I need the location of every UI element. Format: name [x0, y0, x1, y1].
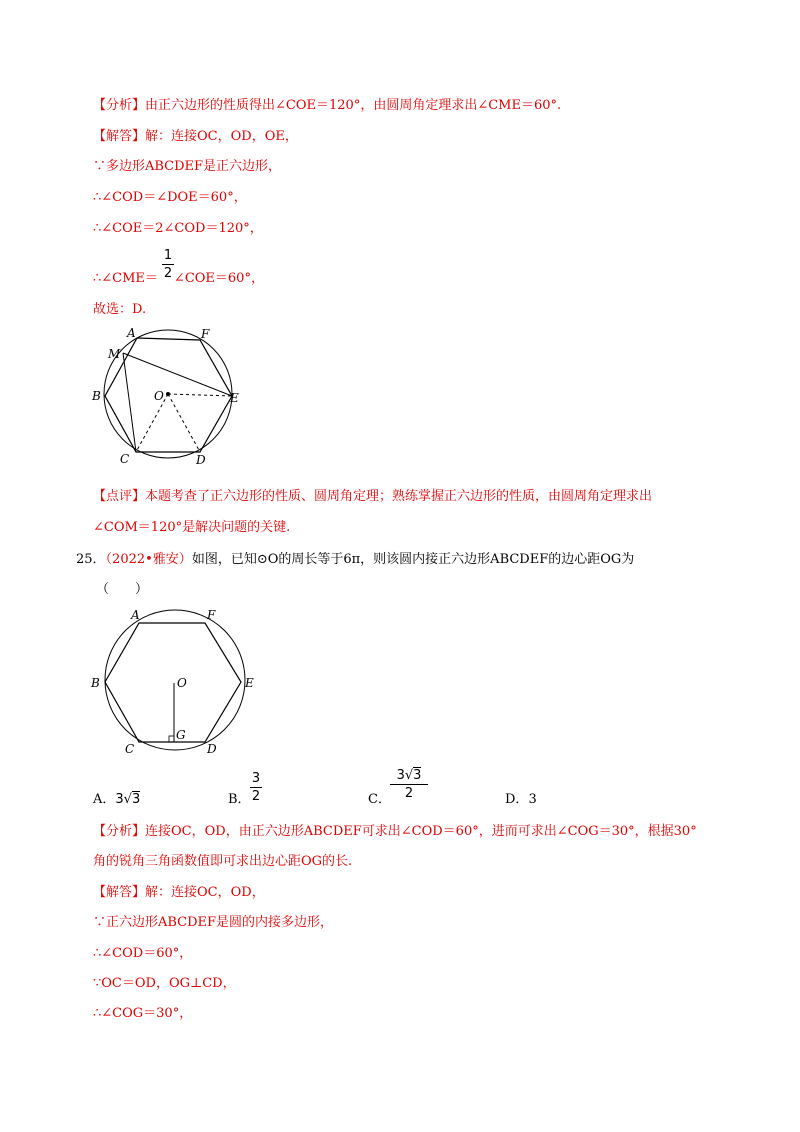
right-angle-mark: [169, 736, 174, 742]
comment-line-2: ∠COM＝120°是解决问题的关键.: [93, 520, 291, 535]
solution-step-4: [93, 269, 264, 289]
label-F: F: [201, 327, 210, 341]
label-D: D: [207, 742, 217, 756]
comment-text-1: 本题考查了正六边形的性质、圆周角定理；熟练掌握正六边形的性质，由圆周角定理求出: [145, 489, 653, 504]
label-C: C: [125, 742, 135, 756]
fraction-numerator: 1: [163, 248, 173, 263]
q25-answer-text: 解：连接OC，OD，: [145, 885, 265, 900]
hexagon: [105, 623, 241, 742]
option-a-label: A．: [93, 792, 116, 807]
label-C: C: [120, 452, 130, 466]
solution-step-3: ∴∠COE＝2∠COD＝120°，: [93, 221, 263, 236]
question-source: （2022•雅安）: [105, 552, 192, 567]
option-b-fraction: [250, 771, 262, 804]
fraction-denominator: 2: [163, 266, 173, 281]
question-number: 25．: [76, 552, 106, 567]
label-B: B: [92, 389, 101, 403]
analysis-tag: 【分析】: [93, 98, 146, 113]
option-c-radicand: 3: [413, 768, 422, 783]
option-b[interactable]: [228, 790, 251, 810]
comment-tag: 【点评】: [93, 489, 146, 504]
q25-analysis-text-1: 连接OC，OD，由正六边形ABCDEF可求出∠COD＝60°，进而可求出∠COG＝30°，根据30°: [145, 824, 697, 839]
hexagon-figure-1: [90, 322, 260, 472]
solution-step-1: ∵多边形ABCDEF是正六边形，: [93, 159, 282, 174]
option-b-label: B．: [228, 792, 251, 807]
label-B: B: [91, 676, 100, 690]
q25-analysis-line-1: [93, 822, 697, 842]
q25-analysis-tag: 【分析】: [93, 824, 146, 839]
label-M: M: [108, 347, 121, 361]
sqrt-icon: √: [404, 768, 414, 783]
hexagon-figure-2: [85, 603, 275, 758]
choice-line: 故选：D.: [93, 302, 147, 317]
label-A: A: [131, 608, 140, 622]
circle: [105, 610, 245, 750]
answer-line: [93, 127, 298, 147]
label-E: E: [230, 391, 239, 405]
q25-step-3: ∵OC＝OD，OG⊥CD，: [93, 976, 236, 991]
label-G: G: [176, 728, 186, 742]
option-c-coef: 3: [396, 768, 405, 783]
analysis-line: [93, 96, 561, 116]
center-point: [166, 392, 170, 396]
step4-prefix: ∴∠CME＝: [93, 271, 158, 286]
q25-answer-line: [93, 883, 265, 903]
sqrt-icon: √: [123, 792, 132, 807]
segment-OD: [168, 394, 200, 452]
q25-step-4: ∴∠COG＝30°，: [93, 1006, 193, 1021]
option-d-value: 3: [528, 792, 537, 807]
option-c-fraction: [390, 768, 428, 801]
label-O: O: [154, 389, 164, 403]
label-A: A: [127, 326, 136, 340]
label-D: D: [196, 453, 206, 467]
option-c-label: C．: [368, 792, 391, 807]
option-a[interactable]: [93, 790, 140, 810]
comment-line-1: [93, 487, 652, 507]
q25-step-2: ∴∠COD＝60°，: [93, 946, 193, 961]
option-b-denominator: 2: [251, 789, 261, 804]
q25-analysis-line-2: 角的锐角三角函数值即可求出边心距OG的长.: [93, 854, 353, 869]
option-d-label: D．: [505, 792, 529, 807]
option-b-numerator: 3: [251, 771, 261, 786]
question-text: 如图，已知⊙O的周长等于6π，则该圆内接正六边形ABCDEF的边心距OG为: [191, 552, 635, 567]
option-c-denominator: 2: [404, 786, 414, 801]
option-c-numerator: [390, 768, 428, 783]
analysis-text: 由正六边形的性质得出∠COE＝120°，由圆周角定理求出∠CME＝60°.: [145, 98, 562, 113]
step4-suffix: ∠COE＝60°，: [173, 271, 264, 286]
answer-text: 解：连接OC，OD，OE，: [145, 129, 298, 144]
segment-OE: [168, 394, 232, 396]
segment-MC: [123, 353, 136, 452]
fraction-one-half: [162, 248, 174, 281]
option-c[interactable]: [368, 790, 391, 810]
option-d[interactable]: [505, 790, 537, 810]
answer-parentheses: （ ）: [96, 582, 149, 597]
label-F: F: [207, 608, 216, 622]
answer-tag: 【解答】: [93, 129, 146, 144]
option-a-coef: 3: [115, 792, 124, 807]
segment-ME: [123, 353, 232, 396]
q25-step-1: ∵正六边形ABCDEF是圆的内接多边形，: [93, 915, 334, 930]
question-25-stem: [76, 550, 634, 570]
label-E: E: [245, 676, 254, 690]
label-O: O: [177, 676, 187, 690]
q25-answer-tag: 【解答】: [93, 885, 146, 900]
option-a-radicand: 3: [131, 792, 141, 807]
solution-step-2: ∴∠COD＝∠DOE＝60°，: [93, 190, 247, 205]
